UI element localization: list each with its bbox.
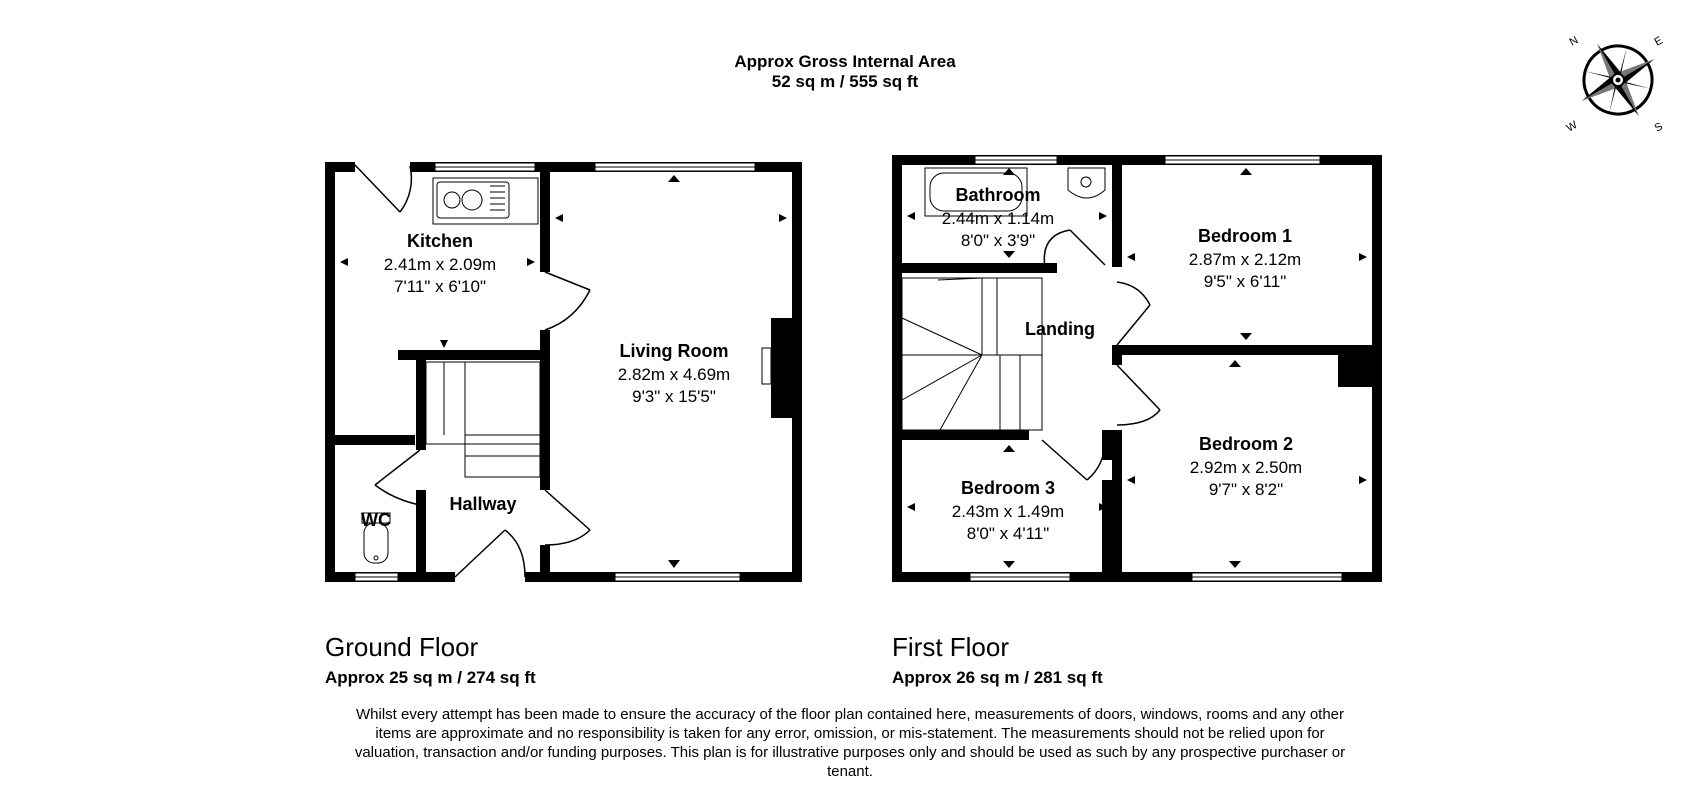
ground-floor-title: Ground Floor [325,632,479,662]
living-name: Living Room [619,341,729,361]
bedroom1-name: Bedroom 1 [1197,226,1293,246]
living-metric: 2.82m x 4.69m [617,365,731,384]
landing-name: Landing [1025,319,1095,339]
compass-s: S [1652,120,1665,135]
bedroom2-metric: 2.92m x 2.50m [1189,458,1303,477]
ground-floor-plan [325,162,802,582]
ground-floor-caption [325,632,536,688]
wall [325,162,335,582]
bedroom1-metric: 2.87m x 2.12m [1188,250,1302,269]
compass-n: N [1567,34,1581,49]
bedroom3-name: Bedroom 3 [960,478,1056,498]
room-labels [361,185,1302,543]
wc-name: WC [361,510,391,530]
ground-floor-area: Approx 25 sq m / 274 sq ft [325,668,536,687]
wall [416,350,426,450]
basin [1068,168,1105,198]
first-floor-title: First Floor [892,632,1009,662]
bedroom2-imperial: 9'7" x 8'2" [1208,480,1284,499]
wall [325,162,355,172]
kitchen-imperial: 7'11" x 6'10" [394,277,486,296]
kitchen-metric: 2.41m x 2.09m [383,255,497,274]
chimney-breast [771,318,792,418]
hearth [762,348,771,384]
wall [325,435,415,445]
wall [540,162,550,272]
compass-w: W [1564,119,1580,135]
door-swing [400,166,411,212]
bathroom-imperial: 8'0" x 3'9" [960,231,1036,250]
area-header [645,52,1045,92]
kitchen-sink [433,178,538,224]
area-header-title: Approx Gross Internal Area [734,52,956,71]
bathroom-name: Bathroom [955,185,1041,205]
first-floor-area: Approx 26 sq m / 281 sq ft [892,668,1103,687]
ground-stairs [426,362,540,477]
kitchen-name: Kitchen [406,231,474,251]
bathroom-metric: 2.44m x 1.14m [941,209,1055,228]
hallway-name: Hallway [449,494,517,514]
wall [792,162,802,582]
disclaimer-text: Whilst every attempt has been made to ensure the accuracy of the floor plan contained here, measurements of doors, windows, rooms and any other items are approximate and no responsibility is taken for any error, omission, or mis-statement. The measurements should not be relied upon for valuation, transaction and/or funding purposes. This plan is for illustrative purposes only and should be used as such by any prospective purchaser or tenant. [354,706,1346,780]
area-header-value: 52 sq m / 555 sq ft [771,72,919,91]
door [355,165,400,212]
bedroom2-name: Bedroom 2 [1198,434,1294,454]
compass-e: E [1652,34,1665,49]
wall [540,545,550,582]
first-floor-caption [892,632,1103,688]
bedroom1-imperial: 9'5" x 6'11" [1203,272,1287,291]
bedroom3-imperial: 8'0" x 4'11" [966,524,1050,543]
bedroom3-metric: 2.43m x 1.49m [951,502,1065,521]
first-stairs [902,278,1042,430]
living-imperial: 9'3" x 15'5" [632,387,716,406]
